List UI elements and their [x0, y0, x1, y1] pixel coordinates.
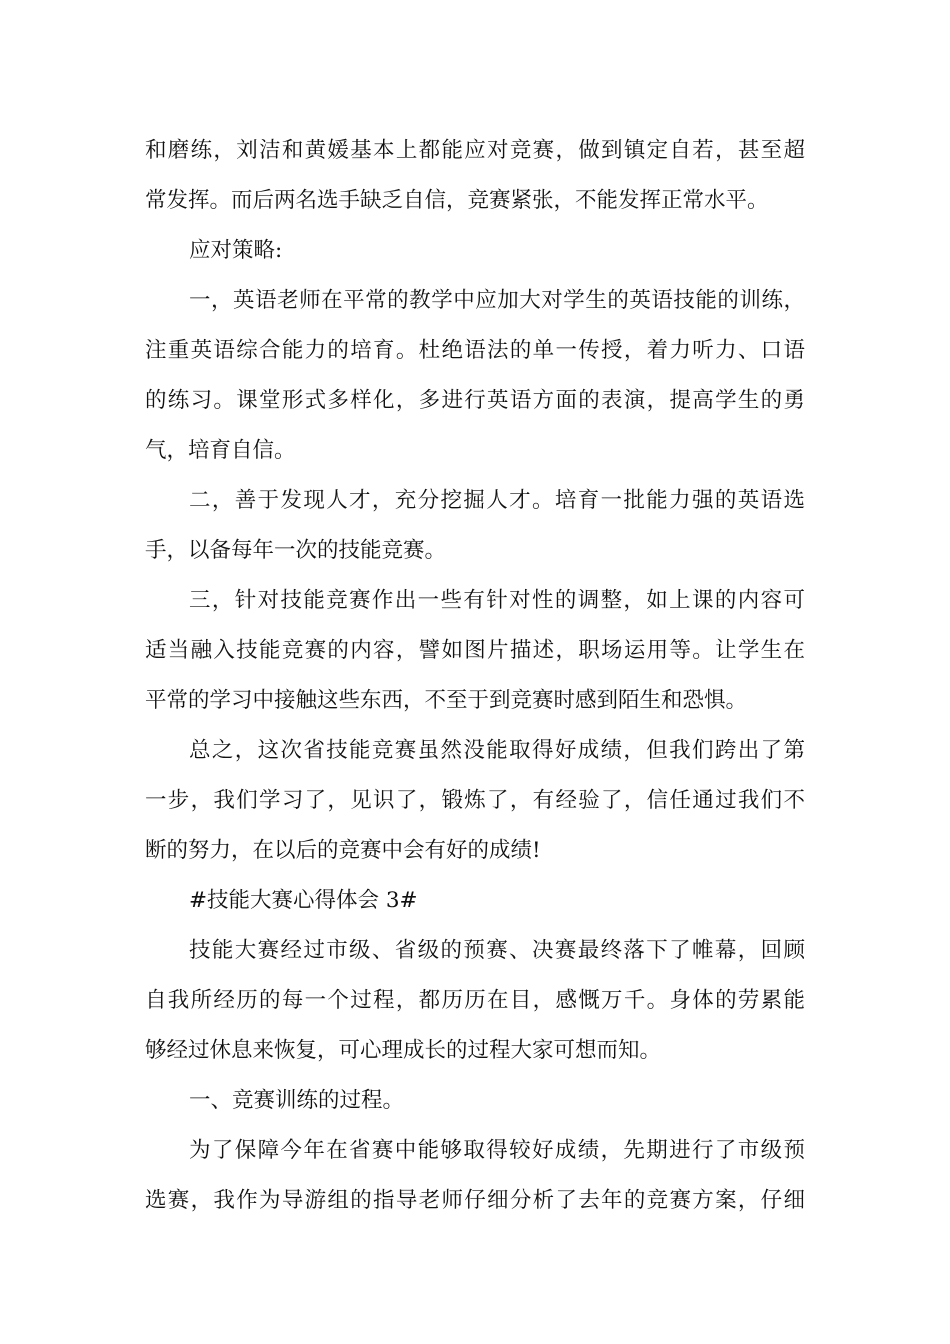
text-line: 选赛，我作为导游组的指导老师仔细分析了去年的竞赛方案，仔细	[145, 1188, 805, 1213]
text-line: 适当融入技能竞赛的内容，譬如图片描述，职场运用等。让学生在	[145, 638, 805, 663]
text-line: 一，英语老师在平常的教学中应加大对学生的英语技能的训练，	[189, 288, 805, 313]
section-heading: #技能大赛心得体会 3#	[189, 888, 418, 913]
text-line: 应对策略:	[189, 238, 283, 263]
text-line: 够经过休息来恢复，可心理成长的过程大家可想而知。	[145, 1038, 662, 1063]
text-line: 三，针对技能竞赛作出一些有针对性的调整，如上课的内容可	[189, 588, 805, 613]
text-line: 总之，这次省技能竞赛虽然没能取得好成绩，但我们跨出了第	[189, 738, 805, 763]
text-line: 一、竞赛训练的过程。	[189, 1088, 405, 1113]
text-line: 气，培育自信。	[145, 438, 296, 463]
text-line: 平常的学习中接触这些东西，不至于到竞赛时感到陌生和恐惧。	[145, 688, 748, 713]
text-line: 的练习。课堂形式多样化，多进行英语方面的表演，提高学生的勇	[145, 388, 805, 413]
text-line: 技能大赛经过市级、省级的预赛、决赛最终落下了帷幕，回顾	[189, 938, 805, 963]
text-line: 自我所经历的每一个过程，都历历在目，感慨万千。身体的劳累能	[145, 988, 805, 1013]
text-line: 二，善于发现人才，充分挖掘人才。培育一批能力强的英语选	[189, 488, 805, 513]
text-line: 和磨练，刘洁和黄媛基本上都能应对竞赛，做到镇定自若，甚至超	[145, 138, 805, 163]
document-body	[145, 126, 805, 1226]
text-line: 一步，我们学习了，见识了，锻炼了，有经验了，信任通过我们不	[145, 788, 805, 813]
text-line: 注重英语综合能力的培育。杜绝语法的单一传授，着力听力、口语	[145, 338, 805, 363]
text-line: 断的努力，在以后的竞赛中会有好的成绩!	[145, 838, 541, 863]
text-line: 常发挥。而后两名选手缺乏自信，竞赛紧张，不能发挥正常水平。	[145, 188, 769, 213]
text-line: 手，以备每年一次的技能竞赛。	[145, 538, 447, 563]
text-line: 为了保障今年在省赛中能够取得较好成绩，先期进行了市级预	[189, 1138, 805, 1163]
